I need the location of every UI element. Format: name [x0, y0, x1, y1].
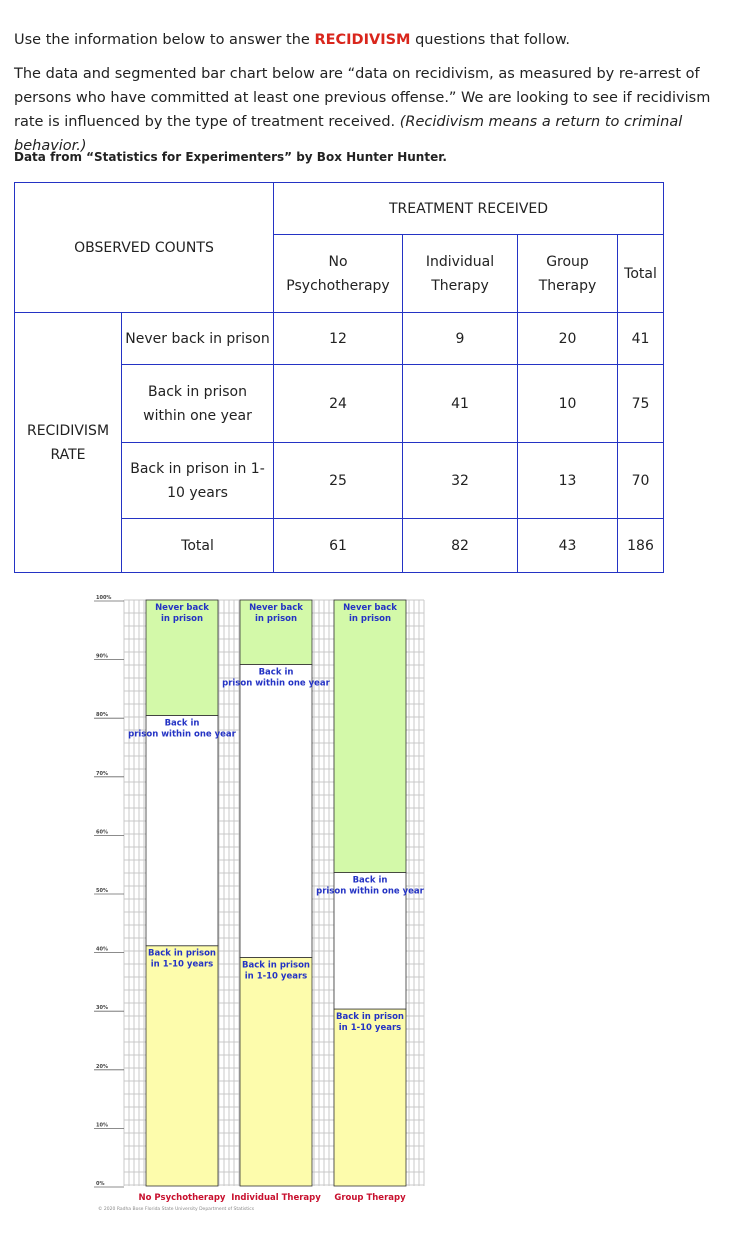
- data-source: Data from “Statistics for Experimenters” by Box Hunter Hunter.: [14, 150, 447, 164]
- table-corner: OBSERVED COUNTS: [15, 183, 274, 313]
- y-tick-label: 30%: [96, 1005, 108, 1012]
- cell: 32: [403, 443, 518, 519]
- cell: 9: [403, 313, 518, 365]
- cell: 10: [518, 365, 618, 443]
- cell: 25: [274, 443, 403, 519]
- cell: 61: [274, 519, 403, 573]
- bar-segment: [240, 664, 312, 957]
- cell: 82: [403, 519, 518, 573]
- cell: 70: [618, 443, 664, 519]
- segment-label: Back in: [164, 718, 200, 729]
- segment-label: Back in: [352, 875, 388, 886]
- y-tick-label: 0%: [96, 1181, 105, 1187]
- y-tick-label: 70%: [96, 770, 108, 777]
- segment-label: in 1-10 years: [150, 959, 214, 970]
- y-tick-label: 20%: [96, 1063, 108, 1070]
- segment-label: Back in prison: [336, 1012, 404, 1023]
- segment-label: prison within one year: [222, 678, 330, 689]
- chart-footer: © 2020 Radha Bose Florida State University Department of Statistics: [98, 1207, 255, 1212]
- segment-label: prison within one year: [316, 886, 424, 897]
- bar-segment: [334, 1009, 406, 1186]
- cell: 41: [618, 313, 664, 365]
- col-header: Group Therapy: [518, 235, 618, 313]
- y-tick-label: 80%: [96, 712, 108, 719]
- bar-segment: [240, 957, 312, 1186]
- col-header: Individual Therapy: [403, 235, 518, 313]
- y-tick-label: 10%: [96, 1122, 108, 1129]
- y-tick-label: 50%: [96, 888, 108, 894]
- cell: 41: [403, 365, 518, 443]
- cell: 12: [274, 313, 403, 365]
- segment-label: prison within one year: [128, 729, 236, 740]
- observed-counts-table: [14, 182, 664, 573]
- category-label: No Psychotherapy: [138, 1193, 226, 1203]
- row-label: Back in prison in 1-10 years: [122, 443, 274, 519]
- treatment-header: TREATMENT RECEIVED: [274, 183, 664, 235]
- cell: 20: [518, 313, 618, 365]
- segment-label: Back in: [258, 667, 294, 678]
- category-label: Group Therapy: [334, 1193, 406, 1203]
- category-label: Individual Therapy: [231, 1193, 321, 1203]
- recidivism-highlight: RECIDIVISM: [314, 32, 411, 48]
- segment-label: in prison: [348, 614, 392, 624]
- definition-note: (Recidivism means a return to criminal behavior.): [14, 114, 683, 154]
- y-tick-label: 60%: [96, 829, 108, 836]
- segment-label: in 1-10 years: [244, 971, 308, 982]
- cell: 75: [618, 365, 664, 443]
- instructions: [14, 28, 714, 168]
- y-tick-label: 100%: [96, 595, 112, 601]
- segment-label: in prison: [160, 614, 204, 624]
- intro-paragraph: The data and segmented bar chart below are “data on recidivism, as measured by re-arrest of persons who have committed at least one previous offense.” We are looking to see if recidivism rate is influenced by the type of treatment received. (Recidivism means a return to criminal behavior.): [14, 66, 711, 154]
- segment-label: in 1-10 years: [338, 1023, 402, 1034]
- row-label: Never back in prison: [122, 313, 274, 365]
- bar-segment: [146, 946, 218, 1186]
- segment-label: Back in prison: [242, 960, 310, 971]
- segment-label: Never back: [155, 603, 209, 613]
- col-header: Total: [618, 235, 664, 313]
- cell: 43: [518, 519, 618, 573]
- segment-label: Never back: [343, 603, 397, 613]
- segment-label: Never back: [249, 603, 303, 613]
- row-label: Total: [122, 519, 274, 573]
- segment-label: in prison: [254, 614, 298, 624]
- intro-line: Use the information below to answer the RECIDIVISM questions that follow.: [14, 32, 570, 48]
- row-label: Back in prison within one year: [122, 365, 274, 443]
- y-tick-label: 90%: [96, 653, 108, 660]
- bar-segment: [146, 715, 218, 945]
- segmented-bar-chart: [90, 590, 430, 1220]
- cell: 186: [618, 519, 664, 573]
- cell: 24: [274, 365, 403, 443]
- col-header: No Psychotherapy: [274, 235, 403, 313]
- cell: 13: [518, 443, 618, 519]
- bar-segment: [334, 600, 406, 872]
- segment-label: Back in prison: [148, 948, 216, 959]
- y-tick-label: 40%: [96, 946, 108, 953]
- row-group-label: RECIDIVISM RATE: [15, 313, 122, 573]
